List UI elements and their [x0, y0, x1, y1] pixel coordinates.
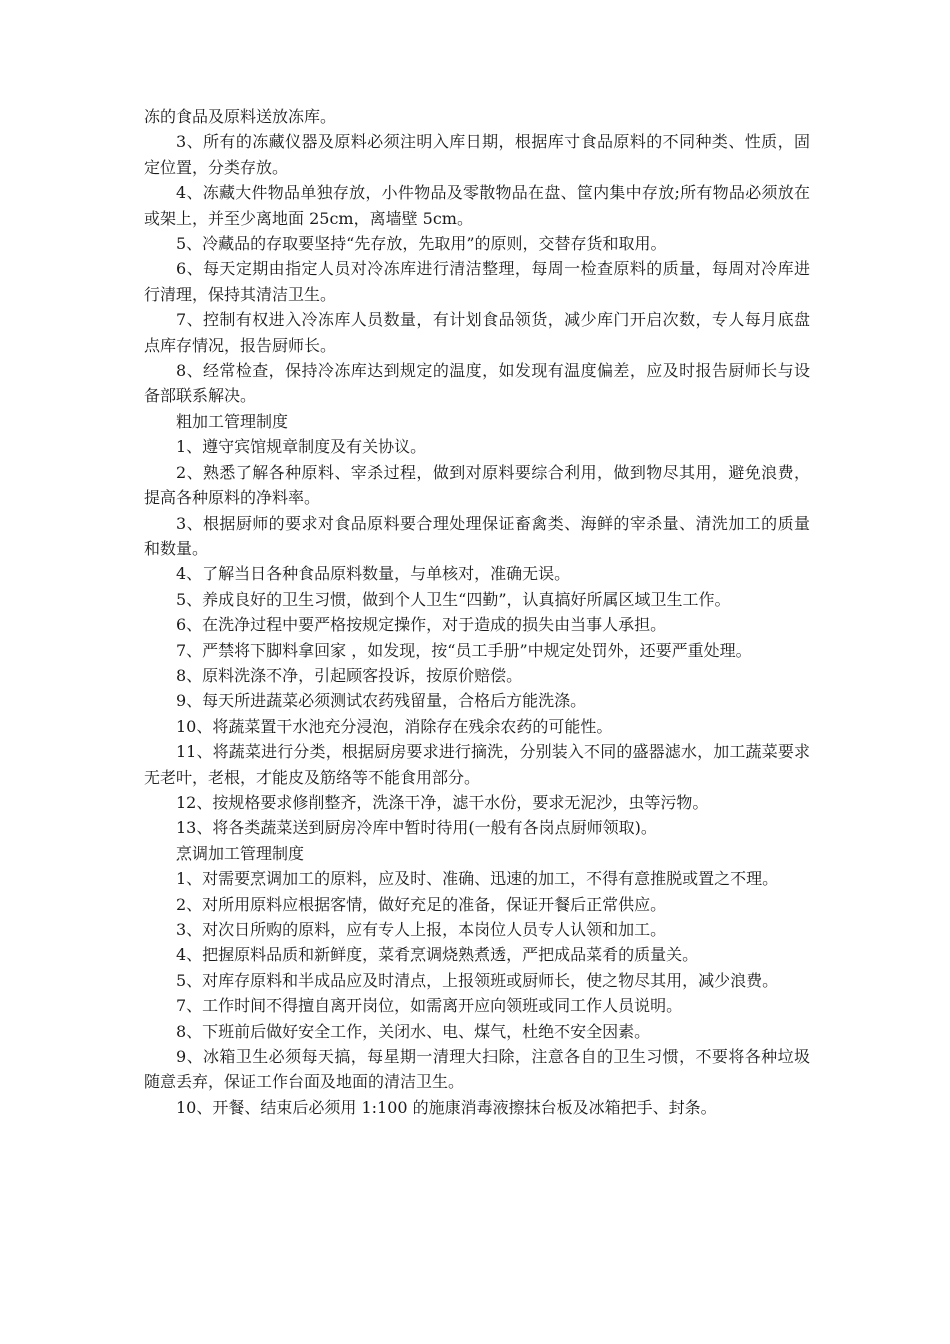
paragraph: 3、根据厨师的要求对食品原料要合理处理保证畜禽类、海鲜的宰杀量、清洗加工的质量和数量。: [144, 513, 810, 558]
paragraph: 2、对所用原料应根据客情，做好充足的准备，保证开餐后正常供应。: [176, 894, 667, 914]
paragraph: 6、在洗净过程中要严格按规定操作，对于造成的损失由当事人承担。: [176, 615, 667, 635]
paragraph: 5、养成良好的卫生习惯，做到个人卫生“四勤”，认真搞好所属区域卫生工作。: [176, 589, 731, 609]
paragraph: 10、将蔬菜置干水池充分浸泡，消除存在残余农药的可能性。: [176, 716, 613, 736]
paragraph: 3、所有的冻藏仪器及原料必须注明入库日期，根据库寸食品原料的不同种类、性质，固定位置，分类存放。: [144, 132, 810, 177]
section-heading: 粗加工管理制度: [176, 411, 289, 431]
document-page: [144, 104, 810, 1120]
paragraph: 4、冻藏大件物品单独存放，小件物品及零散物品在盘、筐内集中存放;所有物品必须放在或架上，并至少离地面 25cm，离墙壁 5cm。: [144, 183, 810, 228]
paragraph: 11、将蔬菜进行分类，根据厨房要求进行摘洗，分别装入不同的盛器滤水，加工蔬菜要求无老叶，老根，才能皮及筋络等不能食用部分。: [144, 742, 810, 787]
paragraph: 冻的食品及原料送放冻库。: [144, 107, 337, 126]
paragraph: 9、每天所进蔬菜必须测试农药残留量，合格后方能洗涤。: [176, 691, 587, 711]
paragraph: 7、控制有权进入冷冻库人员数量，有计划食品领货，减少库门开启次数，专人每月底盘点库存情况，报告厨师长。: [144, 310, 810, 355]
paragraph: 6、每天定期由指定人员对冷冻库进行清洁整理，每周一检查原料的质量，每周对冷库进行清理，保持其清洁卫生。: [144, 259, 810, 304]
paragraph: 4、把握原料品质和新鲜度，菜肴烹调烧熟煮透，严把成品菜肴的质量关。: [176, 945, 699, 965]
paragraph: 1、遵守宾馆规章制度及有关协议。: [176, 437, 427, 457]
paragraph: 3、对次日所购的原料，应有专人上报，本岗位人员专人认领和加工。: [176, 920, 667, 939]
paragraph: 5、冷藏品的存取要坚持“先存放，先取用”的原则，交替存货和取用。: [176, 234, 667, 254]
paragraph: 2、熟悉了解各种原料、宰杀过程，做到对原料要综合利用，做到物尽其用，避免浪费，提高各种原料的净料率。: [144, 462, 810, 508]
paragraph: 5、对库存原料和半成品应及时清点，上报领班或厨师长，使之物尽其用，减少浪费。: [176, 970, 779, 990]
paragraph: 13、将各类蔬菜送到厨房冷库中暂时待用(一般有各岗点厨师领取)。: [176, 818, 657, 838]
paragraph: 10、开餐、结束后必须用 1:100 的施康消毒液擦抹台板及冰箱把手、封条。: [176, 1097, 717, 1117]
paragraph: 8、经常检查，保持冷冻库达到规定的温度，如发现有温度偏差，应及时报告厨师长与设备部联系解决。: [144, 361, 810, 406]
paragraph: 12、按规格要求修削整齐，洗涤干净，滤干水份，要求无泥沙，虫等污物。: [176, 792, 709, 812]
paragraph: 7、严禁将下脚料拿回家 ，如发现，按“员工手册”中规定处罚外，还要严重处理。: [176, 640, 752, 660]
section-heading: 烹调加工管理制度: [176, 843, 305, 863]
paragraph: 9、冰箱卫生必须每天搞，每星期一清理大扫除，注意各自的卫生习惯，不要将各种垃圾随意丢弃，保证工作台面及地面的清洁卫生。: [144, 1047, 810, 1092]
paragraph: 4、了解当日各种食品原料数量，与单核对，准确无误。: [176, 564, 571, 584]
paragraph: 1、对需要烹调加工的原料，应及时、准确、迅速的加工，不得有意推脱或置之不理。: [176, 869, 779, 889]
paragraph: 7、工作时间不得擅自离开岗位，如需离开应向领班或同工作人员说明。: [176, 996, 683, 1016]
paragraph: 8、原料洗涤不净，引起顾客投诉，按原价赔偿。: [176, 665, 523, 685]
paragraph: 8、下班前后做好安全工作，关闭水、电、煤气，杜绝不安全因素。: [176, 1021, 651, 1041]
